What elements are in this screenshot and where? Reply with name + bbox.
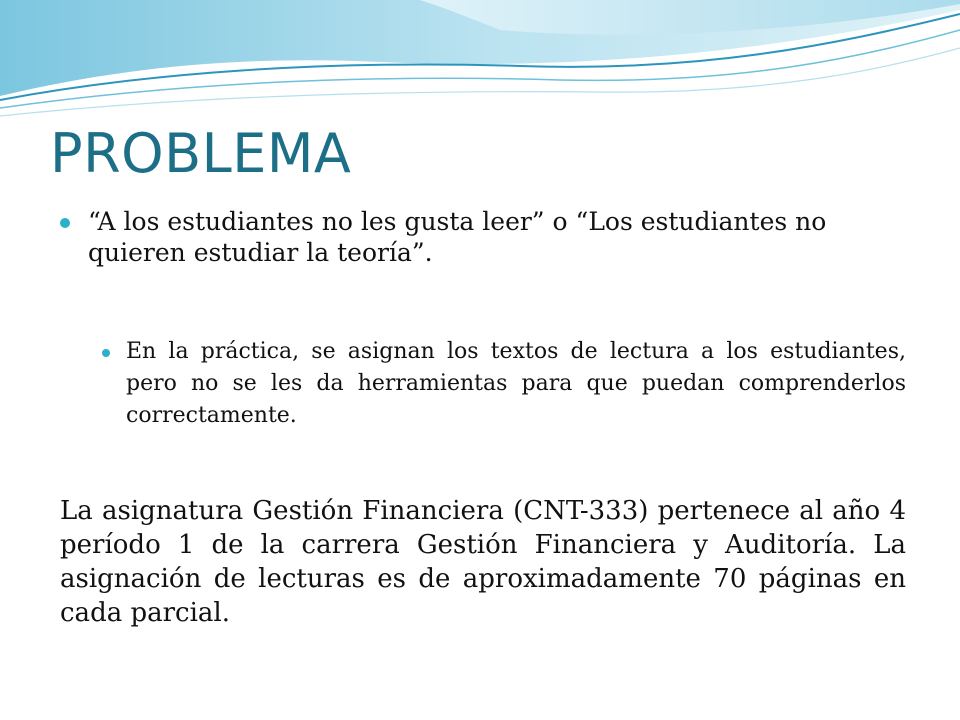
bullet-level-1: [60, 206, 906, 268]
bullet-level-2: [100, 336, 906, 432]
bullet-marker-icon: [60, 218, 70, 228]
bullet-text: En la práctica, se asignan los textos de lectura a los estudiantes, pero no se les da herramientas para que puedan comprenderlos correctamente.: [126, 339, 906, 428]
body-paragraph: La asignatura Gestión Financiera (CNT-333) pertenece al año 4 período 1 de la carrera Gestión Financiera y Auditoría. La asignación de lecturas es de aproximadamente 70 páginas en cada parcial.: [60, 496, 906, 628]
bullet-text: “A los estudiantes no les gusta leer” o “Los estudiantes no quieren estudiar la teoría”.: [88, 207, 827, 267]
decorative-wave-banner: [0, 0, 960, 130]
slide-title: PROBLEMA: [50, 122, 352, 185]
bullet-marker-icon: [102, 349, 110, 357]
